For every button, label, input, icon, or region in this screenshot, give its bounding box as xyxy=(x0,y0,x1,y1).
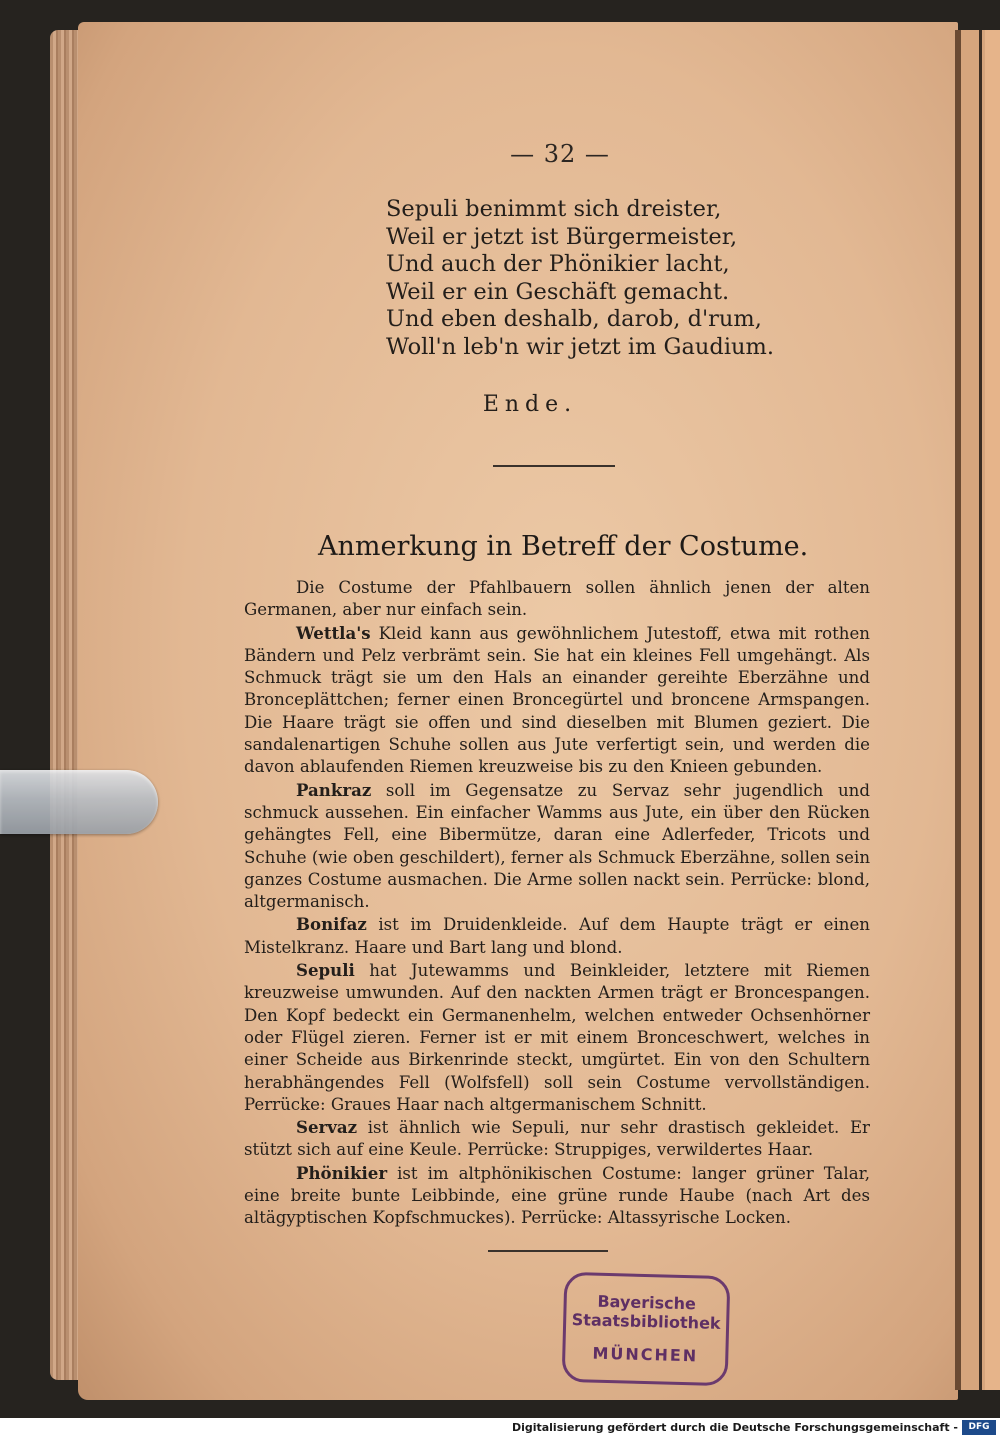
library-stamp xyxy=(562,1272,731,1386)
verse-stanza xyxy=(386,196,826,361)
page-marker-tab xyxy=(0,770,158,834)
verse-line: Weil er ein Geschäft gemacht. xyxy=(386,278,730,305)
note-character-name: Wettla's xyxy=(296,622,371,643)
note-text: hat Jutewamms und Beinkleider, letztere mit Riemen kreuzweise umwunden. Auf den nackten Armen trägt er Broncespangen. Den Kopf bedeckt ein Germanenhelm, welchen entweder Ochsenhörner oder Flügel zieren. Ferner ist er mit einem Bronceschwert, welches in einer Scheide aus Birkenrinde steckt, umgürtet. Ein von den Schultern herabhängendes Fell (Wolfsfell) soll sein Costume vervollständigen. Perrücke: Graues Haar nach altgermanischem Schnitt. xyxy=(244,961,870,1114)
next-page-edge xyxy=(955,30,1000,1390)
verse-line: Sepuli benimmt sich dreister, xyxy=(386,196,722,222)
stamp-line: Staatsbibliothek xyxy=(571,1310,721,1333)
verse-line: Weil er jetzt ist Bürgermeister, xyxy=(386,223,738,250)
stamp-line: Bayerische xyxy=(597,1291,697,1314)
verse-line: Und auch der Phönikier lacht, xyxy=(386,251,730,277)
note-text: ist ähnlich wie Sepuli, nur sehr drastisch gekleidet. Er stützt sich auf eine Keule. Perrücke: Struppiges, verwildertes Haar. xyxy=(244,1118,870,1160)
ende-label: Ende. xyxy=(482,392,578,417)
note-text: ist im altphönikischen Costume: langer grüner Talar, eine breite bunte Leibbinde, eine grüne runde Haube (nach Art des altägyptischen Kopfschmuckes). Perrücke: Altassyrische Locken. xyxy=(244,1163,870,1228)
note-paragraph xyxy=(244,622,870,779)
stamp-line: MÜNCHEN xyxy=(592,1343,699,1366)
note-character-name: Bonifaz xyxy=(296,914,367,935)
section-divider xyxy=(493,465,615,467)
note-text: soll im Gegensatze zu Servaz sehr jugendlich und schmuck aussehen. Ein einfacher Wamms aus Jute, ein über den Rücken gehängtes Fell, eine Bibermütze, daran eine Adlerfeder, Tricots und Schuhe (wie oben geschildert), ferner als Schmuck Eberzähne, sollen sein ganzes Costume ausmachen. Die Arme sollen nackt sein. Perrücke: blond, altgermanisch. xyxy=(244,780,871,912)
note-character-name: Phönikier xyxy=(296,1162,388,1183)
page-number: — 32 — xyxy=(510,140,610,168)
verse-line: Und eben deshalb, darob, d'rum, xyxy=(386,306,762,332)
note-character-name: Pankraz xyxy=(296,779,372,800)
note-text: Die Costume der Pfahlbauern sollen ähnlich jenen der alten Germanen, aber nur einfach sein. xyxy=(244,578,870,620)
note-paragraph xyxy=(244,576,870,622)
note-paragraph xyxy=(244,779,870,914)
bottom-divider xyxy=(488,1250,608,1252)
note-character-name: Servaz xyxy=(296,1117,358,1138)
verse-line: Woll'n leb'n wir jetzt im Gaudium. xyxy=(386,333,774,360)
note-text: ist im Druidenkleide. Auf dem Haupte trägt er einen Mistelkranz. Haare und Bart lang und blond. xyxy=(244,915,870,957)
note-text: Kleid kann aus gewöhnlichem Jutestoff, etwa mit rothen Bändern und Pelz verbrämt sein. Sie hat ein kleines Fell umgehängt. Als Schmuck trägt sie um den Hals an einander gereihte Eberzähne und Bronceplättchen; ferner einen Broncegürtel und broncene Armspangen. Die Haare trägt sie offen und sind dieselben mit Blumen geziert. Die sandalenartigen Schuhe sollen aus Jute verfertigt sein, und werden die davon ablaufenden Riemen kreuzweise bis zu den Knieen gebunden. xyxy=(244,623,870,777)
dfg-logo: DFG xyxy=(962,1420,996,1435)
note-paragraph xyxy=(244,1116,870,1162)
note-paragraph xyxy=(244,1162,870,1230)
funding-credit: Digitalisierung gefördert durch die Deutsche Forschungsgemeinschaft - xyxy=(511,1421,958,1434)
costume-notes xyxy=(244,576,870,1230)
note-character-name: Sepuli xyxy=(296,960,355,981)
note-paragraph xyxy=(244,959,870,1116)
costume-notes-heading: Anmerkung in Betreff der Costume. xyxy=(318,531,809,562)
footer-bar xyxy=(0,1418,1000,1438)
note-paragraph xyxy=(244,913,870,959)
